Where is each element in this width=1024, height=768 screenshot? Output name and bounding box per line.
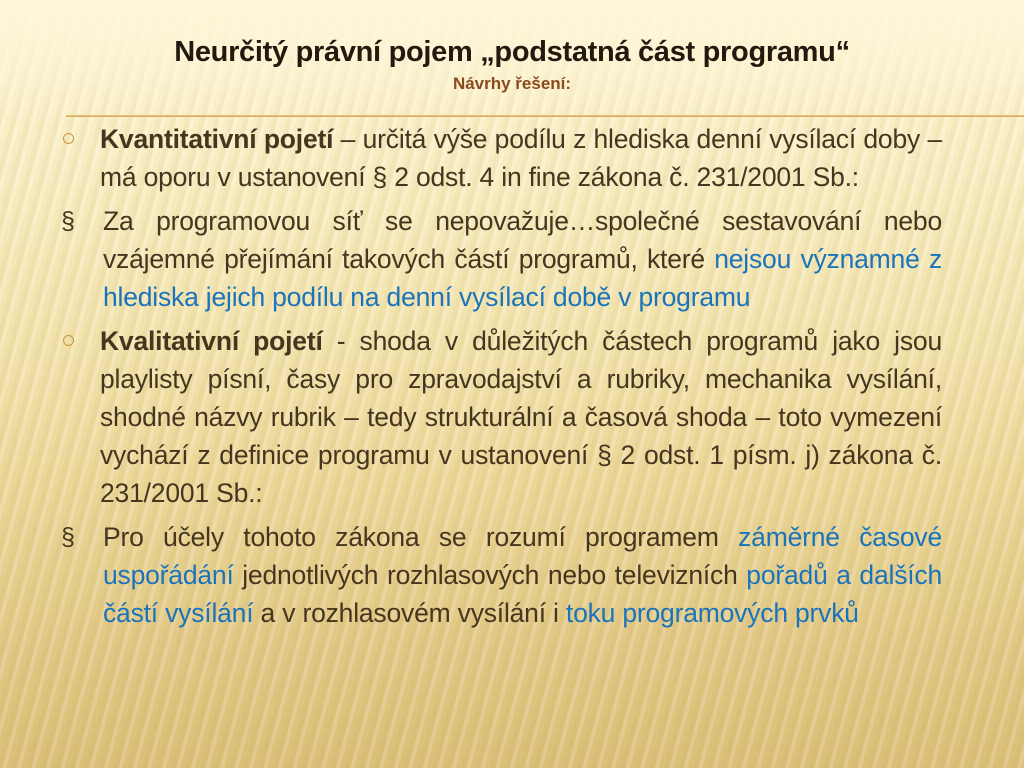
- text-segment: – určitá výše podílu z hlediska denní vysílací doby – má oporu v ustanovení § 2 odst. 4 in fine zákona č. 231/2001 Sb.:: [100, 124, 942, 192]
- text-segment: pořadů a dalších částí vysílání: [103, 560, 942, 628]
- text-segment: a v rozhlasovém vysílání i: [253, 598, 566, 628]
- text-segment: Za programovou síť se nepovažuje…společné sestavování nebo vzájemné přejímání takových částí programů, které: [103, 206, 942, 274]
- text-segment: záměrné časové uspořádání: [103, 522, 942, 590]
- text-segment: Pro účely tohoto zákona se rozumí programem: [103, 522, 739, 552]
- bullet-list: [58, 120, 942, 638]
- slide-header: [0, 36, 1024, 94]
- text-segment: Kvantitativní pojetí: [100, 124, 334, 154]
- list-item: [58, 322, 942, 512]
- header-divider: [66, 115, 1024, 117]
- paragraph-text: [103, 518, 942, 632]
- text-segment: - shoda v důležitých částech programů jako jsou playlisty písní, časy pro zpravodajství a rubriky, mechanika vysílání, shodné názvy rubrik – tedy strukturální a časová shoda – toto vymezení vychází z definice programu v ustanovení § 2 odst. 1 písm. j) zákona č. 231/2001 Sb.:: [100, 326, 942, 508]
- text-segment: nejsou významné z hlediska jejich podílu na denní vysílací době v programu: [103, 244, 942, 312]
- list-item: [58, 518, 942, 632]
- slide-subtitle: Návrhy řešení:: [452, 74, 572, 94]
- paragraph-text: [103, 202, 942, 316]
- section-mark-icon: §: [61, 207, 75, 235]
- circle-bullet-icon: [58, 120, 100, 149]
- section-mark-icon: §: [61, 523, 75, 551]
- circle-bullet-icon: [58, 322, 100, 351]
- text-segment: jednotlivých rozhlasových nebo televizních: [233, 560, 747, 590]
- list-item: [58, 202, 942, 316]
- paragraph-text: [100, 120, 942, 196]
- text-segment: Kvalitativní pojetí: [100, 326, 323, 356]
- text-segment: toku programových prvků: [565, 598, 859, 628]
- paragraph-text: [100, 322, 942, 512]
- list-item: [58, 120, 942, 196]
- page-title: Neurčitý právní pojem „podstatná část programu“: [174, 36, 850, 68]
